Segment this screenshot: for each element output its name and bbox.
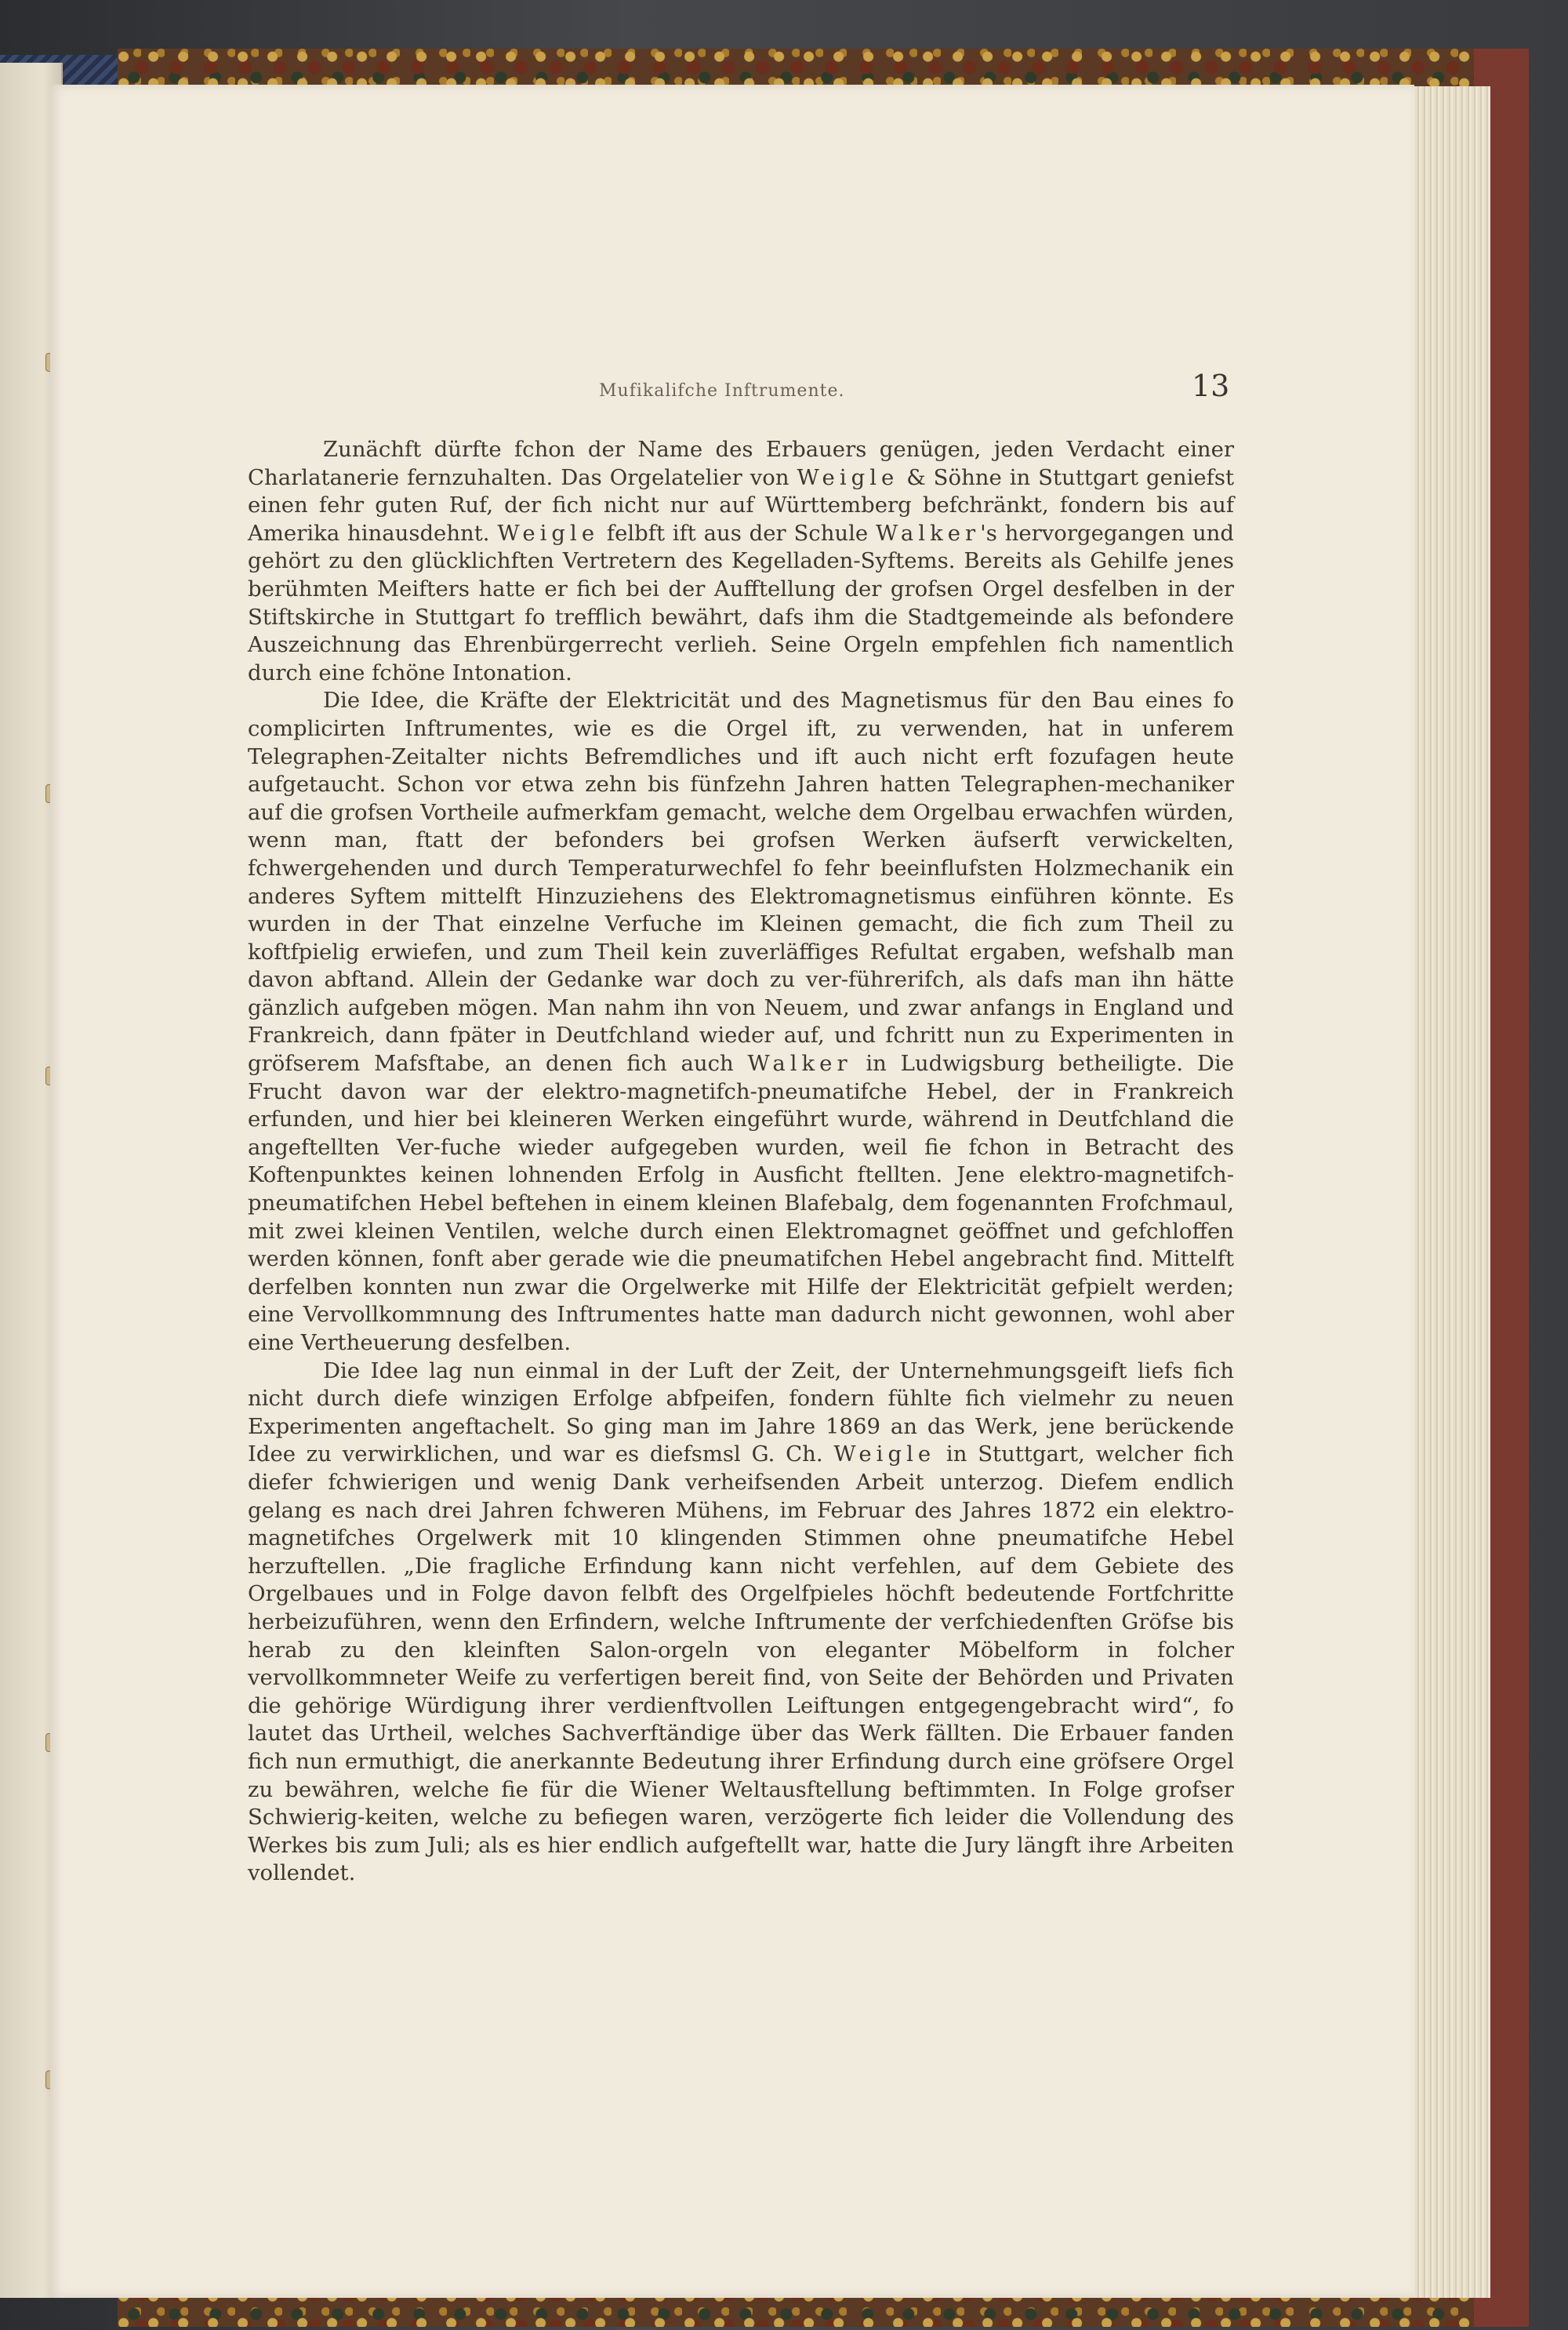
text-run: in Ludwigsburg betheiligte. Die Frucht davon war der elektro-magnetifch-pneumatifche Hebel, der in Frankreich erfunden, und hier bei kleineren Werken eingeführt wurde, während in Deutfchland die angeftellten Ver-fuche wieder aufgegeben wurden, weil fie fchon in Betracht des Koftenpunktes keinen lohnenden Erfolg in Ausficht ftellten. Jene elektro-magnetifch-pneumatifchen Hebel beftehen in einem kleinen Blafebalg, dem fogenannten Frofchmaul, mit zwei kleinen Ventilen, welche durch einen Elektromagnet geöffnet und gefchloffen werden können, fonft aber gerade wie die pneumatifchen Hebel angebracht find. Mittelft derfelben konnten nun zwar die Orgelwerke mit Hilfe der Elektricität gefpielt werden; eine Vervollkommnung des Inftrumentes hatte man dadurch nicht gewonnen, wohl aber eine Vertheuerung desfelben. <box>248 1051 1234 1355</box>
text-run: felbft ift aus der Schule <box>599 520 876 546</box>
text-run: 's hervorgegangen und gehört zu den glücklichften Vertretern des Kegelladen-Syftems. Bereits als Gehilfe jenes berühmten Meifters hatte er fich bei der Aufftellung der grofsen Orgel desfelben in der Stiftskirche in Stuttgart fo trefflich bewährt, dafs ihm die Stadtgemeinde als befondere Auszeichnung das Ehrenbürgerrecht verlieh. Seine Orgeln empfehlen fich namentlich durch eine fchöne Intonation. <box>248 520 1234 685</box>
paragraph <box>248 1358 1234 1888</box>
text-run: in Stuttgart, welcher fich diefer fchwierigen und wenig Dank verheifsenden Arbeit unterzog. Diefem endlich gelang es nach drei Jahren fchweren Mühens, im Februar des Jahres 1872 ein elektro-magnetifches Orgelwerk mit 10 klingenden Stimmen ohne pneumatifche Hebel herzuftellen. „Die fragliche Erfindung kann nicht verfehlen, auf dem Gebiete des Orgelbaues und in Folge davon felbft des Orgelfpieles höchft bedeutende Fortfchritte herbeizuführen, wenn den Erfindern, welche Inftrumente der verfchiedenften Gröfse bis herab zu den kleinften Salon-orgeln von eleganter Möbelform in folcher vervollkommneter Weife zu verfertigen bereit find, von Seite der Behörden und Privaten die gehörige Würdigung ihrer verdienftvollen Leiftungen entgegengebracht wird“, fo lautet das Urtheil, welches Sachverftändige über das Werk fällten. Die Erbauer fanden fich nun ermuthigt, die anerkannte Bedeutung ihrer Erfindung durch eine gröfsere Orgel zu bewähren, welche fie für die Wiener Weltausftellung beftimmten. In Folge grofser Schwierig-keiten, welche zu befiegen waren, verzögerte fich leider die Vollendung des Werkes bis zum Juli; als es hier endlich aufgeftellt war, hatte die Jury längft ihre Arbeiten vollendet. <box>248 1441 1234 1886</box>
running-title: Mufikalifche Inftrumente. <box>599 381 845 401</box>
text-run: Zunächft dürfte fchon der Name des Erbauers genügen, jeden Verdacht einer Charlatanerie fernzuhalten. Das Orgelatelier von <box>248 437 1234 490</box>
text-run: Die Idee, die Kräfte der Elektricität und des Magnetismus für den Bau eines fo complicirten Inftrumentes, wie es die Orgel ift, zu verwenden, hat in unferem Telegraphen-Zeitalter nichts Befremdliches und ift auch nicht erft fozufagen heute aufgetaucht. Schon vor etwa zehn bis fünfzehn Jahren hatten Telegraphen-mechaniker auf die grofsen Vortheile aufmerkfam gemacht, welche dem Orgelbau erwachfen würden, wenn man, ftatt der befonders bei grofsen Werken äufserft verwickelten, fchwergehenden und durch Temperaturwechfel fo fehr beeinflufsten Holzmechanik ein anderes Syftem mittelft Hinzuziehens des Elektromagnetismus einführen könnte. Es wurden in der That einzelne Verfuche im Kleinen gemacht, die fich zum Theil zu koftfpielig erwiefen, und zum Theil kein zuverläffiges Refultat ergaben, wefshalb man davon abftand. Allein der Gedanke war doch zu ver-führerifch, als dafs man ihn hätte gänzlich aufgeben mögen. Man nahm ihn von Neuem, und zwar anfangs in England und Frankreich, dann fpäter in Deutfchland wieder auf, und fchritt nun zu Experimenten in gröfserem Mafsftabe, an denen fich auch <box>248 688 1234 1077</box>
page-number: 13 <box>1192 369 1230 403</box>
spaced-name: Walker <box>747 1051 852 1077</box>
spaced-name: Walker <box>876 520 981 546</box>
paragraph <box>248 436 1234 687</box>
spaced-name: Weigle <box>833 1441 936 1467</box>
book-page <box>50 85 1414 2298</box>
paragraph <box>248 687 1234 1357</box>
spaced-name: Weigle <box>497 520 600 546</box>
text-run: Die Idee lag nun einmal in der Luft der Zeit, der Unternehmungsgeift liefs fich nicht durch diefe winzigen Erfolge abfpeifen, fondern fühlte fich vielmehr zu neuen Experimenten angeftachelt. So ging man im Jahre 1869 an das Werk, jene berückende Idee zu verwirklichen, und war es diefsmsl G. Ch. <box>248 1358 1234 1467</box>
body-text <box>248 436 1234 1888</box>
spaced-name: Weigle <box>797 464 899 490</box>
text-run: & Söhne in Stuttgart geniefst einen fehr guten Ruf, der fich nicht nur auf Württemberg befchränkt, fondern bis auf Amerika hinausdehnt. <box>248 464 1235 546</box>
